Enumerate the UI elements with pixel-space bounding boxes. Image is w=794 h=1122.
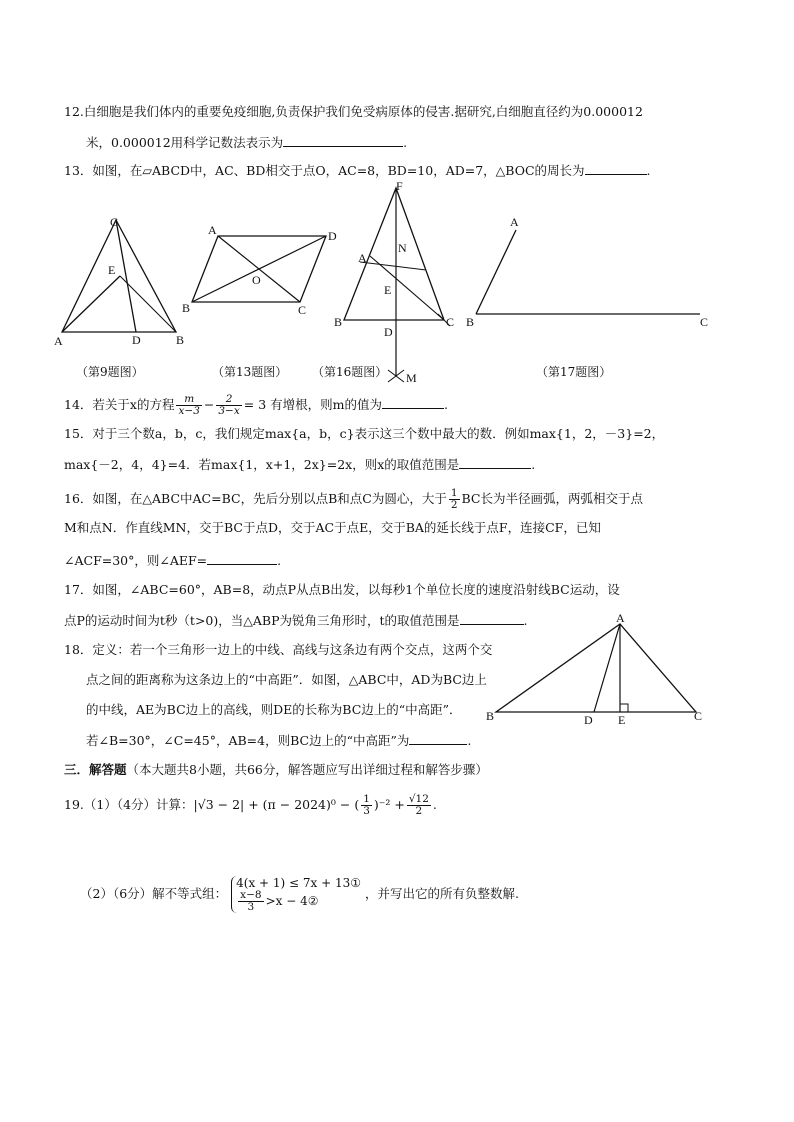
figure-18 (482, 612, 714, 728)
q12-line1: 12.白细胞是我们体内的重要免疫细胞,负责保护我们免受病原体的侵害.据研究,白细胞直径约为0.000012 (64, 104, 643, 119)
q16-line2: M和点N．作直线MN，交于BC于点D，交于AC于点E，交于BA的延长线于点F，连接CF，已知 (64, 520, 601, 535)
label-B: B (334, 315, 343, 329)
label-A: A (358, 251, 367, 265)
answer-blank[interactable] (409, 732, 467, 745)
fig9-caption: （第9题图） (76, 365, 144, 379)
fig17-caption: （第17题图） (536, 365, 612, 379)
label-A: A (510, 215, 519, 229)
answer-blank[interactable] (207, 552, 277, 565)
q13-text: 13．如图，在▱ABCD中，AC、BD相交于点O，AC=8，BD=10，AD=7，△BOC的周长为 . (64, 163, 651, 178)
label-C: C (700, 315, 709, 329)
label-D: D (384, 325, 393, 339)
q12-line2: 米，0.000012用科学记数法表示为 . (86, 135, 408, 150)
label-E: E (618, 713, 626, 727)
label-B: B (486, 709, 495, 723)
figure-13 (176, 222, 346, 322)
label-E: E (384, 283, 392, 297)
label-C: C (110, 215, 119, 229)
answer-blank[interactable] (283, 134, 403, 147)
q19-part1: 19.（1）（4分）计算：|√3 − 2| + (π − 2024)⁰ − ( $\frac{1}{3}$ )⁻² + $\frac{√12}{2}$ . (64, 793, 437, 817)
section-3-header: 三．解答题（本大题共8小题，共66分，解答题应写出详细过程和解答步骤） (64, 762, 488, 777)
q14-text: 14．若关于x的方程 $\frac{m}{x-3}$ − $\frac{2}{3-x}$ = 3 有增根，则m的值为 . (64, 393, 448, 417)
fig13-caption: （第13题图） (212, 365, 288, 379)
label-O: O (252, 273, 261, 287)
label-B: B (466, 315, 475, 329)
label-A: A (54, 334, 63, 348)
label-D: D (132, 333, 141, 347)
q18-line3: 的中线，AE为BC边上的高线，则DE的长称为BC边上的“中高距”． (86, 702, 462, 717)
label-E: E (108, 263, 116, 277)
q16-line1: 16．如图，在△ABC中AC=BC，先后分别以点B和点C为圆心，大于 $\frac{1}{2}$ BC长为半径画弧，两弧相交于点 (64, 487, 643, 511)
label-C: C (298, 303, 307, 317)
q17-line2: 点P的运动时间为t秒（t>0)，当△ABP为锐角三角形时，t的取值范围是 . (64, 613, 528, 628)
fig16-caption: （第16题图） (312, 365, 388, 379)
label-N: N (398, 241, 407, 255)
inequality-system: 4(x + 1) ≤ 7x + 13① $\frac{x-8}{3}$ >x − 4② (231, 876, 361, 913)
answer-blank[interactable] (382, 396, 444, 409)
q18-line4: 若∠B=30°，∠C=45°，AB=4，则BC边上的“中高距”为 . (86, 733, 472, 748)
q18-line2: 点之间的距离称为这条边上的“中高距”．如图，△ABC中，AD为BC边上 (86, 672, 487, 687)
answer-blank[interactable] (585, 162, 647, 175)
q18-line1: 18．定义：若一个三角形一边上的中线、高线与这条边有两个交点，这两个交 (64, 642, 493, 657)
label-C: C (446, 315, 455, 329)
answer-blank[interactable] (459, 456, 531, 469)
label-A: A (208, 223, 217, 237)
figure-17 (460, 210, 720, 330)
label-F: F (396, 179, 403, 193)
label-B: B (176, 333, 185, 347)
label-C: C (694, 709, 703, 723)
q15-line1: 15．对于三个数a，b，c，我们规定max{a，b，c}表示这三个数中最大的数．例如max{1，2，－3}=2， (64, 426, 665, 441)
figure-16 (330, 178, 470, 388)
label-D: D (584, 713, 593, 727)
label-M: M (406, 371, 417, 385)
q17-line1: 17．如图，∠ABC=60°，AB=8，动点P从点B出发，以每秒1个单位长度的速度沿射线BC运动，设 (64, 582, 620, 597)
label-B: B (182, 301, 191, 315)
q19-part2: （2）（6分）解不等式组： 4(x + 1) ≤ 7x + 13① $\frac{x-8}{3}$ >x − 4② ，并写出它的所有负整数解. (80, 876, 520, 913)
label-D: D (328, 229, 337, 243)
label-A: A (616, 612, 625, 625)
q16-line3: ∠ACF=30°，则∠AEF= . (64, 553, 282, 568)
q15-line2: max{－2，4，4}=4．若max{1，x+1，2x}=2x，则x的取值范围是 . (64, 457, 536, 472)
